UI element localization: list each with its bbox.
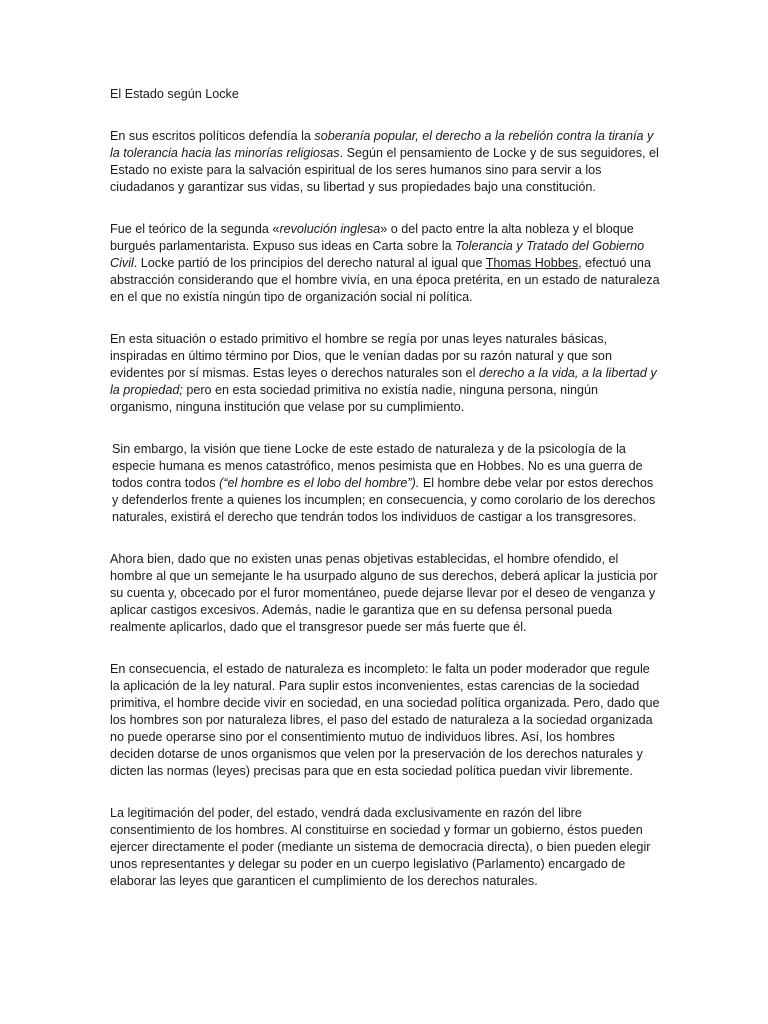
p3-text-a: En esta situación o estado primitivo el hombre se regía por unas leyes naturales básicas, inspiradas en último término por Dios, que le venían dadas por su razón natural y que son evidentes por sí mismas. Estas leyes o derechos naturales son el <box>110 332 612 380</box>
p2-text-c: » o del pacto entre la alta nobleza y el bloque burgués parlamentarista. Expuso sus ideas en Carta sobre la <box>110 222 634 254</box>
paragraph-6: En consecuencia, el estado de naturaleza es incompleto: le falta un poder moderador que regule la aplicación de la ley natural. Para suplir estos inconvenientes, estas carencias de la sociedad primitiva, el hombre decide vivir en sociedad, en una sociedad política organizada. Pero, dado que los hombres son por naturaleza libres, el paso del estado de naturaleza a la sociedad organizada no puede operarse sino por el consentimiento mutuo de individuos libres. Así, los hombres deciden dotarse de unos organismos que velen por la preservación de los derechos naturales y dicten las normas (leyes) precisas para que en esta sociedad política puedan vivir libremente. <box>110 662 660 778</box>
paragraph-7: La legitimación del poder, del estado, vendrá dada exclusivamente en razón del libre consentimiento de los hombres. Al constituirse en sociedad y formar un gobierno, éstos pueden ejercer directamente el poder (mediante un sistema de democracia directa), o bien pueden elegir unos representantes y delegar su poder en un cuerpo legislativo (Parlamento) encargado de elaborar las leyes que garanticen el cumplimiento de los derechos naturales. <box>110 806 651 888</box>
paragraph-3 <box>110 331 660 416</box>
p4-emphasis: (“el hombre es el lobo del hombre”). <box>219 476 420 490</box>
p2-text-a: Fue el teórico de la segunda « <box>110 222 280 237</box>
p3-emphasis: derecho a la vida, a la libertad y la propiedad; <box>110 365 657 397</box>
p2-emphasis-revolution: revolución inglesa <box>279 222 381 237</box>
p1-emphasis: soberanía popular, el derecho a la rebelión contra la tiranía y la tolerancia hacia las minorías religiosas <box>110 129 654 160</box>
paragraph-5: Ahora bien, dado que no existen unas penas objetivas establecidas, el hombre ofendido, el hombre al que un semejante le ha usurpado alguno de sus derechos, deberá aplicar la justicia por su cuenta y, obcecado por el furor momentáneo, puede dejarse llevar por el deseo de venganza y aplicar castigos excesivos. Además, nadie le garantiza que en su defensa personal pueda realmente aplicarlos, dado que el transgresor puede ser más fuerte que él. <box>110 552 658 634</box>
document-body <box>110 86 660 915</box>
p1-text-c: . Según el pensamiento de Locke y de sus seguidores, el Estado no existe para la salvación espiritual de los seres humanos sino para servir a los ciudadanos y garantizar sus vidas, su libertad y sus propiedades bajo una constitución. <box>110 145 659 194</box>
p2-emphasis-works: Tolerancia y Tratado del Gobierno Civil <box>110 239 645 270</box>
p4-text-c: El hombre debe velar por estos derechos y defenderlos frente a quienes los incumplen; en consecuencia, y como corolario de los derechos naturales, existirá el derecho que tendrán todos los individuos de castigar a los transgresores. <box>112 476 656 524</box>
paragraph-1 <box>110 128 660 196</box>
p3-text-c: pero en esta sociedad primitiva no existía nadie, ninguna persona, ningún organismo, ninguna institución que velase por su cumplimiento. <box>110 382 598 414</box>
paragraph-4 <box>110 441 660 526</box>
paragraph-2 <box>110 221 660 306</box>
p4-text-a: Sin embargo, la visión que tiene Locke de este estado de naturaleza y de la psicología de la especie humana es menos catastrófico, menos pesimista que en Hobbes. No es una guerra de todos contra todos <box>112 442 643 490</box>
thomas-hobbes-link[interactable]: Thomas Hobbes <box>485 255 579 270</box>
document-title: El Estado según Locke <box>110 87 239 101</box>
p2-text-f: , efectuó una abstracción considerando que el hombre vivía, en una época pretérita, en un estado de naturaleza en el que no existía ningún tipo de organización social ni política. <box>110 255 660 304</box>
p1-text-a: En sus escritos políticos defendía la <box>110 129 315 143</box>
p2-text-e: . Locke partió de los principios del derecho natural al igual que <box>133 255 486 270</box>
